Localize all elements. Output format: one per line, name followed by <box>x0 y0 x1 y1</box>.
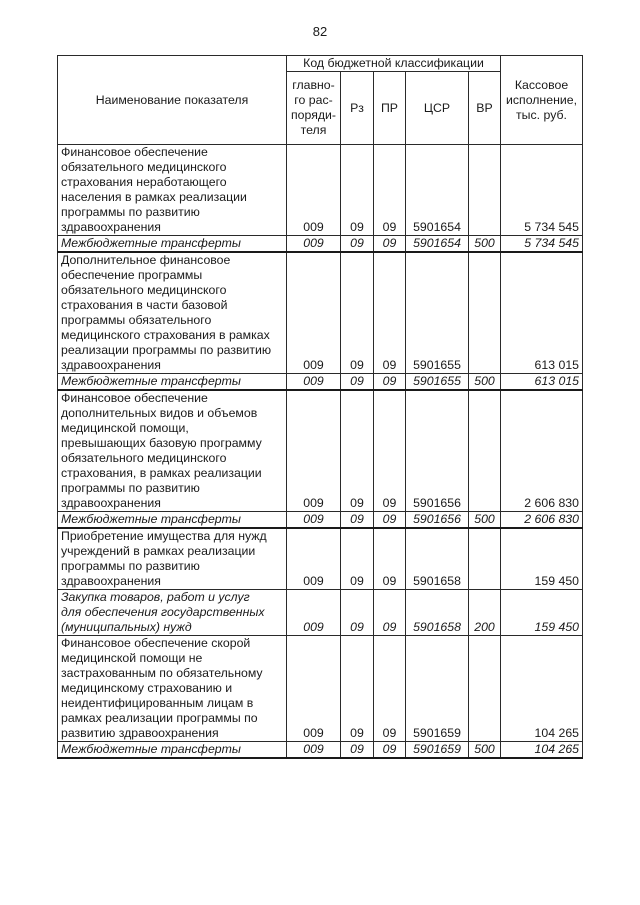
amount: 104 265 <box>501 636 583 742</box>
code-csr: 5901655 <box>406 252 469 374</box>
indicator-name-line: учреждений в рамках реализации <box>61 544 256 558</box>
code-vr <box>469 145 501 236</box>
indicator-name-line: здравоохранения <box>61 496 161 510</box>
indicator-name <box>58 252 287 374</box>
amount: 5 734 545 <box>501 236 583 253</box>
indicator-name-line: неидентифицированным лицам в <box>61 696 254 710</box>
indicator-name <box>58 512 287 529</box>
code-vr: 500 <box>469 236 501 253</box>
header-kassovoe-line: Кассовое <box>514 77 569 92</box>
code-glavnogo: 009 <box>287 742 341 759</box>
indicator-name <box>58 636 287 742</box>
code-csr: 5901658 <box>406 528 469 590</box>
indicator-name-line: Финансовое обеспечение <box>61 391 208 405</box>
indicator-name-line: программы по развитию <box>61 559 200 573</box>
indicator-name-line: здравоохранения <box>61 220 161 234</box>
indicator-name-line: населения в рамках реализации <box>61 190 247 204</box>
indicator-name-line: для обеспечения государственных <box>61 605 265 619</box>
header-glavnogo-line: поряди- <box>291 108 336 122</box>
amount: 159 450 <box>501 590 583 636</box>
indicator-name <box>58 390 287 512</box>
indicator-name-line: Межбюджетные трансферты <box>61 512 241 526</box>
code-rz: 09 <box>341 252 374 374</box>
code-vr <box>469 528 501 590</box>
code-rz: 09 <box>341 528 374 590</box>
indicator-name-line: программы по развитию <box>61 205 200 219</box>
header-kassovoe-line: тыс. руб. <box>516 107 567 122</box>
code-vr: 500 <box>469 512 501 529</box>
amount: 613 015 <box>501 252 583 374</box>
indicator-name-line: медицинской помощи, <box>61 421 189 435</box>
indicator-name <box>58 742 287 759</box>
header-kassovoe <box>501 56 583 145</box>
table-row <box>58 390 583 512</box>
indicator-name-line: здравоохранения <box>61 574 161 588</box>
code-rz: 09 <box>341 742 374 759</box>
code-vr: 200 <box>469 590 501 636</box>
indicator-name-line: медицинского страхования в рамках <box>61 328 270 342</box>
indicator-name-line: страхования неработающего <box>61 175 227 189</box>
code-pr: 09 <box>374 374 406 391</box>
indicator-name-line: Финансовое обеспечение <box>61 145 208 159</box>
code-vr <box>469 390 501 512</box>
code-rz: 09 <box>341 636 374 742</box>
code-csr: 5901656 <box>406 390 469 512</box>
indicator-name-line: здравоохранения <box>61 358 161 372</box>
code-pr: 09 <box>374 236 406 253</box>
amount: 2 606 830 <box>501 512 583 529</box>
code-csr: 5901656 <box>406 512 469 529</box>
code-rz: 09 <box>341 590 374 636</box>
indicator-name-line: страхования в части базовой <box>61 298 228 312</box>
code-pr: 09 <box>374 590 406 636</box>
indicator-name-line: обязательного медицинского <box>61 160 227 174</box>
indicator-name <box>58 145 287 236</box>
code-vr <box>469 252 501 374</box>
code-vr: 500 <box>469 742 501 759</box>
indicator-name-line: реализации программы по развитию <box>61 343 272 357</box>
code-csr: 5901654 <box>406 236 469 253</box>
indicator-name-line: медицинскому страхованию и <box>61 681 233 695</box>
code-glavnogo: 009 <box>287 236 341 253</box>
amount: 613 015 <box>501 374 583 391</box>
code-pr: 09 <box>374 528 406 590</box>
indicator-name-line: Межбюджетные трансферты <box>61 742 241 756</box>
indicator-name-line: превышающих базовую программу <box>61 436 262 450</box>
amount: 2 606 830 <box>501 390 583 512</box>
table-row-detail <box>58 374 583 391</box>
code-csr: 5901659 <box>406 636 469 742</box>
code-csr: 5901659 <box>406 742 469 759</box>
header-pr: ПР <box>374 72 406 145</box>
header-kassovoe-line: исполнение, <box>506 92 577 107</box>
indicator-name-line: застрахованным по обязательному <box>61 666 263 680</box>
code-rz: 09 <box>341 374 374 391</box>
code-vr: 500 <box>469 374 501 391</box>
indicator-name-line: медицинской помощи не <box>61 651 203 665</box>
code-pr: 09 <box>374 145 406 236</box>
amount: 159 450 <box>501 528 583 590</box>
code-csr: 5901658 <box>406 590 469 636</box>
indicator-name-line: Финансовое обеспечение скорой <box>61 636 251 650</box>
indicator-name <box>58 590 287 636</box>
table-row-detail <box>58 236 583 253</box>
code-pr: 09 <box>374 512 406 529</box>
table-header <box>58 56 583 145</box>
table-row-detail <box>58 590 583 636</box>
amount: 104 265 <box>501 742 583 759</box>
table-row <box>58 528 583 590</box>
indicator-name-line: страхования, в рамках реализации <box>61 466 262 480</box>
indicator-name-line: Межбюджетные трансферты <box>61 236 241 250</box>
table-row <box>58 252 583 374</box>
indicator-name <box>58 374 287 391</box>
indicator-name-line: программы обязательного <box>61 313 212 327</box>
header-vr: ВР <box>469 72 501 145</box>
code-vr <box>469 636 501 742</box>
budget-table <box>57 55 583 759</box>
code-pr: 09 <box>374 252 406 374</box>
table-row-detail <box>58 512 583 529</box>
code-glavnogo: 009 <box>287 590 341 636</box>
code-rz: 09 <box>341 512 374 529</box>
indicator-name-line: Межбюджетные трансферты <box>61 374 241 388</box>
indicator-name-line: (муниципальных) нужд <box>61 620 192 634</box>
indicator-name-line: программы по развитию <box>61 481 200 495</box>
code-glavnogo: 009 <box>287 636 341 742</box>
header-classification-group: Код бюджетной классификации <box>287 56 501 72</box>
indicator-name-line: Приобретение имущества для нужд <box>61 529 267 543</box>
code-glavnogo: 009 <box>287 512 341 529</box>
header-glavnogo-line: главно- <box>292 78 335 92</box>
indicator-name-line: Закупка товаров, работ и услуг <box>61 590 250 604</box>
code-glavnogo: 009 <box>287 252 341 374</box>
indicator-name <box>58 528 287 590</box>
indicator-name-line: обязательного медицинского <box>61 451 227 465</box>
amount: 5 734 545 <box>501 145 583 236</box>
code-rz: 09 <box>341 236 374 253</box>
indicator-name <box>58 236 287 253</box>
header-glavnogo <box>287 72 341 145</box>
code-pr: 09 <box>374 636 406 742</box>
code-pr: 09 <box>374 390 406 512</box>
header-glavnogo-line: го рас- <box>294 93 333 107</box>
code-glavnogo: 009 <box>287 145 341 236</box>
code-csr: 5901654 <box>406 145 469 236</box>
code-glavnogo: 009 <box>287 374 341 391</box>
code-rz: 09 <box>341 145 374 236</box>
indicator-name-line: Дополнительное финансовое <box>61 253 231 267</box>
code-rz: 09 <box>341 390 374 512</box>
header-glavnogo-line: теля <box>300 123 327 137</box>
indicator-name-line: развитию здравоохранения <box>61 726 219 740</box>
header-name: Наименование показателя <box>58 56 287 145</box>
code-glavnogo: 009 <box>287 390 341 512</box>
table-row <box>58 145 583 236</box>
header-rz: Рз <box>341 72 374 145</box>
table-row-detail <box>58 742 583 759</box>
code-csr: 5901655 <box>406 374 469 391</box>
code-glavnogo: 009 <box>287 528 341 590</box>
code-pr: 09 <box>374 742 406 759</box>
table-body <box>58 145 583 759</box>
table-row <box>58 636 583 742</box>
indicator-name-line: дополнительных видов и объемов <box>61 406 258 420</box>
page-number: 82 <box>312 24 328 39</box>
indicator-name-line: обеспечение программы <box>61 268 203 282</box>
indicator-name-line: обязательного медицинского <box>61 283 227 297</box>
header-csr: ЦСР <box>406 72 469 145</box>
indicator-name-line: рамках реализации программы по <box>61 711 258 725</box>
